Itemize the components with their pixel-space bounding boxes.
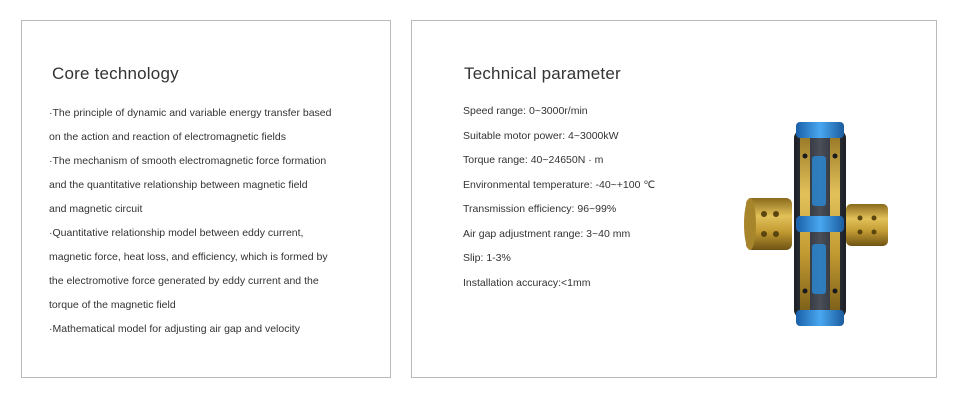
param-air-gap-range: Air gap adjustment range: 3~40 mm bbox=[463, 227, 631, 240]
right-hub-shape bbox=[846, 204, 888, 246]
core-line: ·The mechanism of smooth electromagnetic force formation bbox=[49, 155, 327, 167]
technical-parameter-card bbox=[411, 20, 937, 378]
param-installation-accuracy: Installation accuracy:<1mm bbox=[463, 276, 591, 289]
core-line: ·The principle of dynamic and variable energy transfer based bbox=[49, 107, 332, 119]
technical-parameter-title: Technical parameter bbox=[464, 64, 621, 83]
technical-parameter-list bbox=[463, 99, 655, 295]
core-line: torque of the magnetic field bbox=[49, 299, 176, 311]
blue-band-middle bbox=[796, 216, 844, 232]
core-line: and the quantitative relationship between magnetic field bbox=[49, 179, 308, 191]
param-environmental-temperature: Environmental temperature: -40~+100 ℃ bbox=[463, 178, 656, 191]
core-line: on the action and reaction of electromagnetic fields bbox=[49, 131, 286, 143]
param-motor-power: Suitable motor power: 4~3000kW bbox=[463, 129, 619, 142]
blue-band-bottom bbox=[796, 310, 844, 326]
core-line: and magnetic circuit bbox=[49, 203, 143, 215]
blue-band-top bbox=[796, 122, 844, 138]
core-line: ·Quantitative relationship model between eddy current, bbox=[49, 227, 304, 239]
core-line: ·Mathematical model for adjusting air gap and velocity bbox=[49, 323, 300, 335]
param-transmission-efficiency: Transmission efficiency: 96~99% bbox=[463, 203, 617, 215]
core-line: the electromotive force generated by eddy current and the bbox=[49, 275, 319, 287]
param-torque-range: Torque range: 40~24650N · m bbox=[463, 154, 604, 166]
param-speed-range: Speed range: 0~3000r/min bbox=[463, 105, 588, 117]
core-line: magnetic force, heat loss, and efficiency, which is formed by bbox=[49, 251, 328, 263]
left-hub-face bbox=[744, 198, 756, 250]
core-technology-card bbox=[21, 20, 391, 378]
core-technology-title: Core technology bbox=[52, 64, 179, 83]
param-slip: Slip: 1-3% bbox=[463, 252, 511, 264]
core-technology-list bbox=[49, 101, 369, 341]
magnetic-coupling-image bbox=[742, 116, 892, 331]
